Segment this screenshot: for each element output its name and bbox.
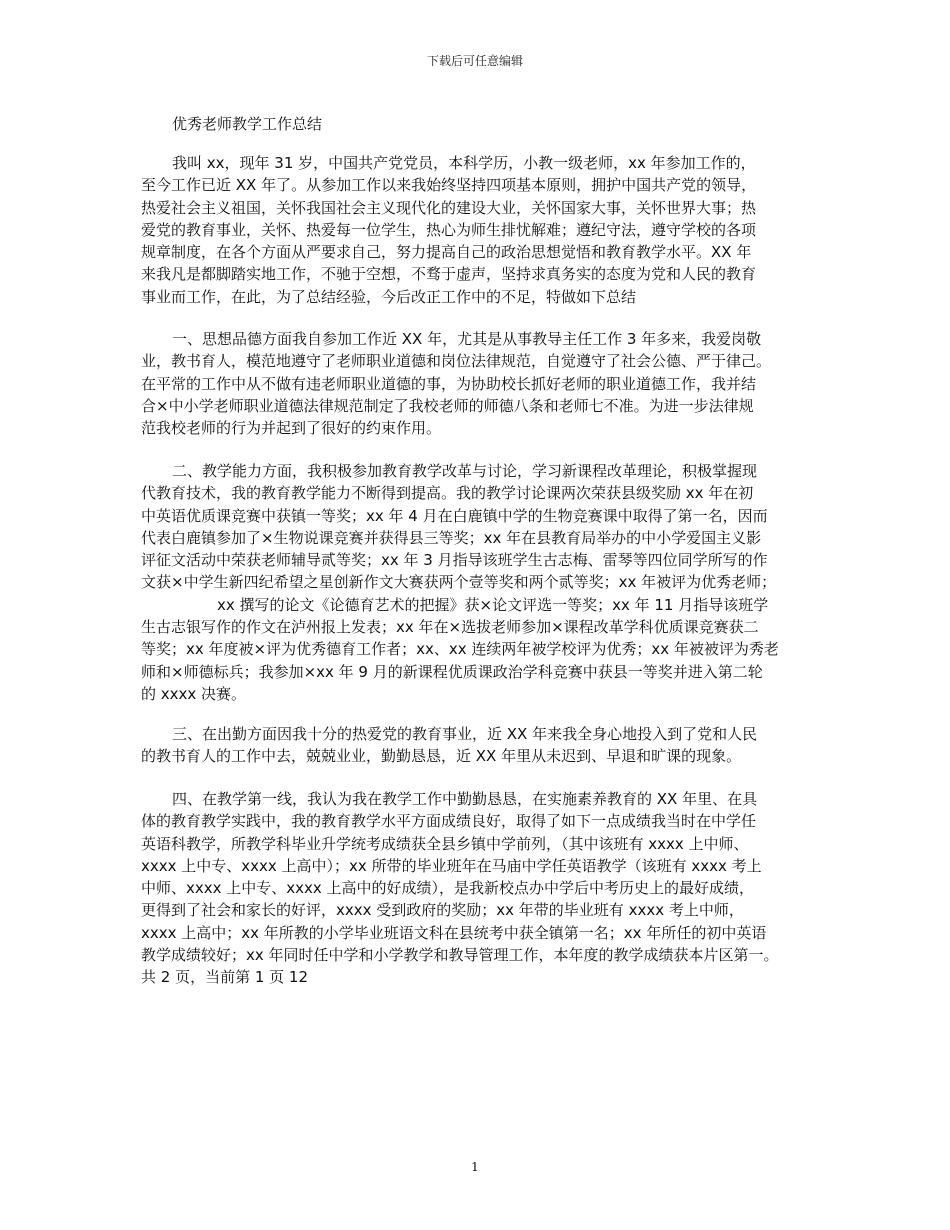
- text-line: 中师、xxxx 上中专、xxxx 上高中的好成绩），是我新校点办中学后中考历史上的最好成绩，: [141, 879, 755, 898]
- text-line: 范我校老师的行为并起到了很好的约束作用。: [141, 419, 442, 438]
- text-line: 的 xxxx 决赛。: [141, 684, 247, 703]
- paragraph-morality: [141, 328, 813, 439]
- text-line: 生古志银写作的作文在泸州报上发表；xx 年在×选拔老师参加×课程改革学科优质课竞赛获二: [141, 618, 759, 637]
- text-line: 爱党的教育事业，关怀、热爱每一位学生，热心为师生排忧解难；遵纪守法，遵守学校的各项: [141, 220, 757, 239]
- text-line: 在平常的工作中从不做有违老师职业道德的事，为协助校长抓好老师的职业道德工作，我并结: [141, 374, 757, 393]
- text-line: 教学成绩较好；xx 年同时任中学和小学教学和教导管理工作，本年度的教学成绩获本片区第一。: [141, 946, 779, 965]
- text-line: 二、教学能力方面，我积极参加教育教学改革与讨论，学习新课程改革理论，积极掌握现: [172, 462, 758, 480]
- text-line: 我叫 xx，现年 31 岁，中国共产党党员，本科学历，小教一级老师，xx 年参加工作的，: [172, 154, 756, 172]
- text-line: 文获×中学生新四纪希望之星创新作文大赛获两个壹等奖和两个贰等奖；xx 年被评为优秀老师；: [141, 573, 777, 592]
- text-line: 更得到了社会和家长的好评，xxxx 受到政府的奖励；xx 年带的毕业班有 xxxx 考上中师，: [141, 901, 744, 920]
- text-line: 业，教书育人，模范地遵守了老师职业道德和岗位法律规范，自觉遵守了社会公德、严于律己。: [141, 352, 772, 371]
- text-line: xxxx 上中专、xxxx 上高中）；xx 所带的毕业班年在马庙中学任英语教学（该班有 xxxx 考上: [141, 856, 762, 875]
- paragraph-teaching-frontline: [141, 788, 813, 989]
- text-line: xxxx 上高中；xx 年所教的小学毕业班语文科在县统考中获全镇第一名；xx 年所任的初中英语: [141, 923, 767, 942]
- text-line: 的教书育人的工作中去，兢兢业业，勤勤恳恳，近 XX 年里从未迟到、早退和旷课的现象。: [141, 747, 742, 766]
- text-line: 事业而工作，在此，为了总结经验，今后改正工作中的不足，特做如下总结: [141, 287, 637, 306]
- text-line: 热爱社会主义祖国，关怀我国社会主义现代化的建设大业，关怀国家大事，关怀世界大事；热: [141, 198, 757, 217]
- text-line: 一、思想品德方面我自参加工作近 XX 年，尤其是从事教导主任工作 3 年多来，我爱岗敬: [172, 330, 762, 348]
- text-line: 体的教育教学实践中，我的教育教学水平方面成绩良好，取得了如下一点成绩我当时在中学任: [141, 812, 757, 831]
- text-line: 四、在教学第一线，我认为我在教学工作中勤勤恳恳，在实施素养教育的 XX 年里、在具: [172, 790, 758, 808]
- text-line: 师和×师德标兵；我参加×xx 年 9 月的新课程优质课政治学科竞赛中获县一等奖并进入第二轮: [141, 662, 763, 681]
- document-title: 优秀老师教学工作总结: [172, 115, 323, 133]
- page-number: 1: [471, 1160, 479, 1174]
- paragraph-teaching-ability: [141, 460, 813, 705]
- text-line: 三、在出勤方面因我十分的热爱党的教育事业，近 XX 年来我全身心地投入到了党和人民: [172, 725, 758, 743]
- text-line: xx 撰写的论文《论德育艺术的把握》获×论文评选一等奖；xx 年 11 月指导该班学: [217, 595, 769, 614]
- text-line: 代表白鹿镇参加了×生物说课竞赛并获得县三等奖；xx 年在县教育局举办的中小学爱国主义影: [141, 528, 762, 547]
- page-header: 下载后可任意编辑: [426, 54, 523, 68]
- paragraph-attendance: [141, 723, 813, 768]
- text-line: 英语科教学，所教学科毕业升学统考成绩获全县乡镇中学前列，（其中该班有 xxxx 上中师、: [141, 834, 749, 853]
- text-line: 评征文活动中荣获老师辅导贰等奖；xx 年 3 月指导该班学生古志梅、雷琴等四位同学所写的作: [141, 551, 768, 570]
- page-count-line: 共 2 页，当前第 1 页 12: [141, 968, 309, 987]
- text-line: 中英语优质课竞赛中获镇一等奖；xx 年 4 月在白鹿镇中学的生物竞赛课中取得了第一名，因而: [141, 506, 768, 525]
- text-line: 至今工作已近 XX 年了。从参加工作以来我始终坚持四项基本原则，拥护中国共产党的领导，: [141, 176, 757, 195]
- text-line: 合×中小学老师职业道德法律规范制定了我校老师的师德八条和老师七不准。为进一步法律规: [141, 396, 754, 415]
- text-line: 代教育技术，我的教育教学能力不断得到提高。我的教学讨论课两次荣获县级奖励 xx 年在初: [141, 484, 754, 503]
- text-line: 来我凡是都脚踏实地工作，不驰于空想，不骛于虚声，坚持求真务实的态度为党和人民的教育: [141, 265, 757, 284]
- paragraph-intro: [141, 152, 813, 308]
- text-line: 规章制度，在各个方面从严要求自己，努力提高自己的政治思想觉悟和教育教学水平。XX 年: [141, 243, 752, 262]
- text-line: 等奖；xx 年度被×评为优秀德育工作者；xx、xx 连续两年被学校评为优秀；xx 年被被评为秀老: [141, 640, 779, 659]
